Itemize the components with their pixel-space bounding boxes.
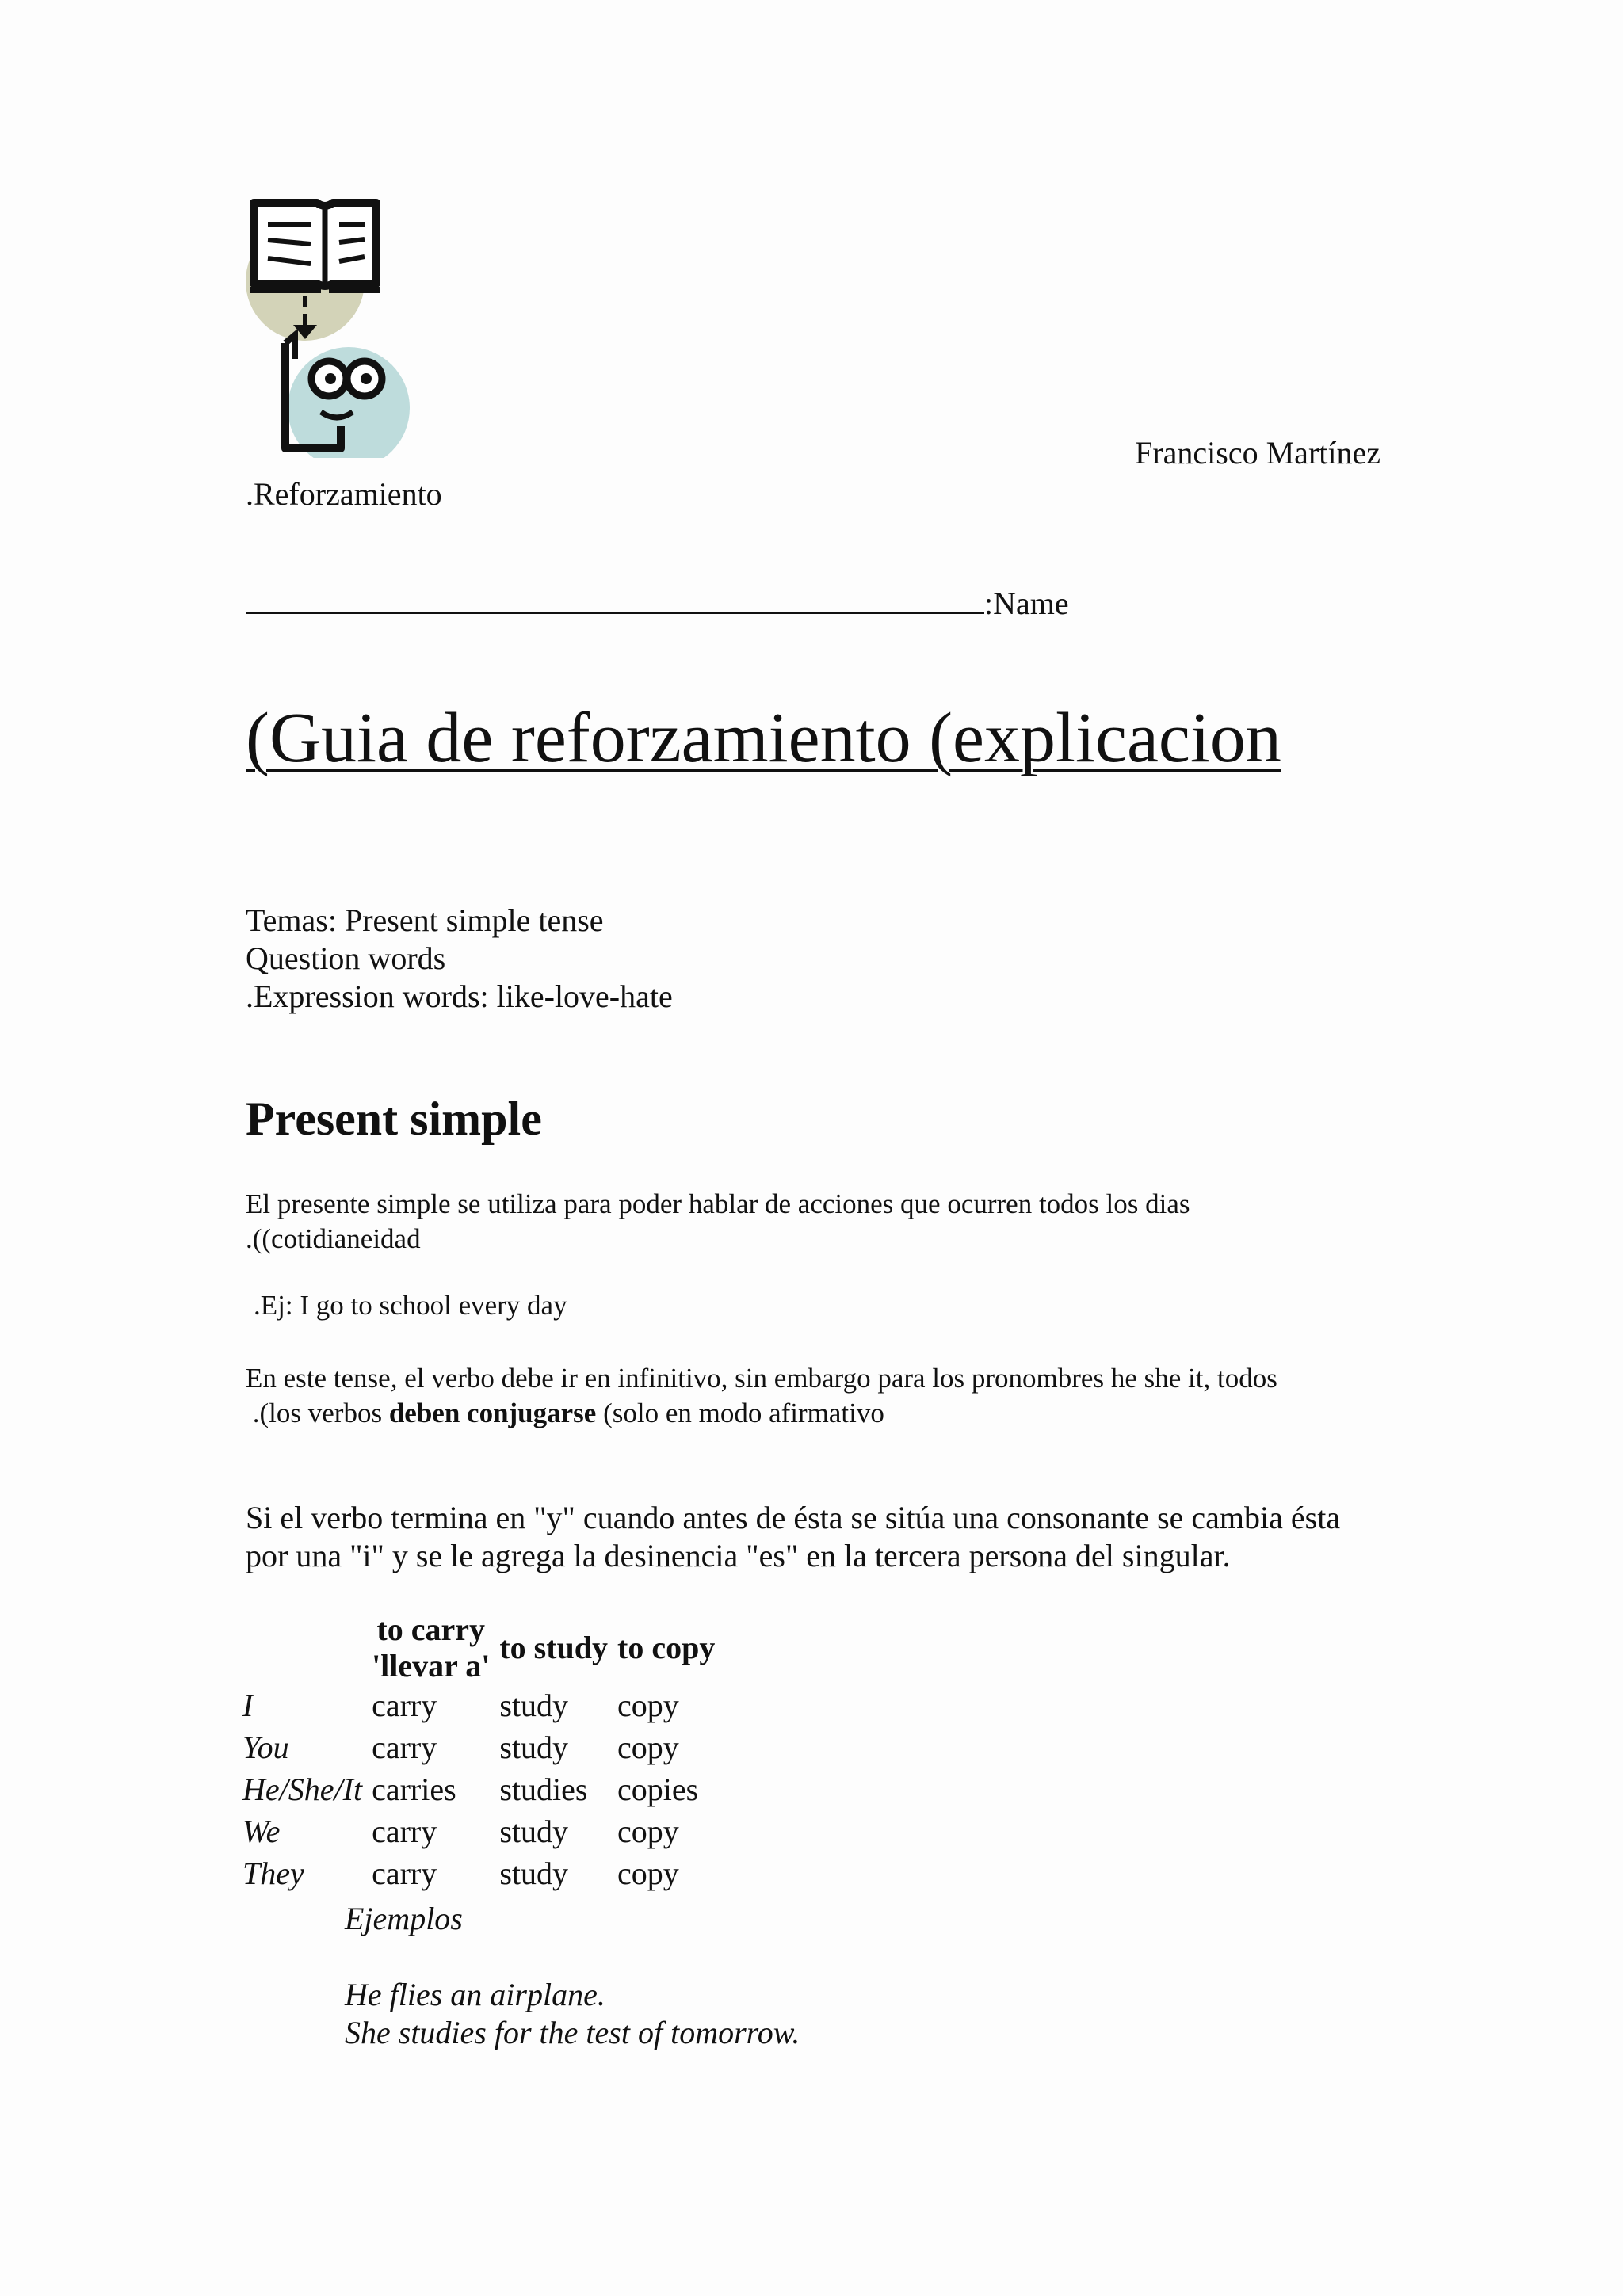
pronoun-cell: We	[242, 1814, 281, 1849]
table-row	[238, 1684, 720, 1726]
paragraph-line	[246, 1396, 1387, 1431]
table-cell: study	[499, 1855, 568, 1891]
book-reader-logo-icon	[238, 189, 420, 458]
table-header-cell	[238, 1611, 367, 1684]
pronoun-cell: I	[242, 1688, 254, 1723]
author-name: Francisco Martínez	[1135, 435, 1381, 471]
table-cell: copies	[617, 1772, 699, 1807]
paragraph-line: En este tense, el verbo debe ir en infinitivo, sin embargo para los pronombres he she it, todos	[246, 1363, 1277, 1394]
pronoun-cell: He/She/It	[242, 1772, 363, 1807]
table-cell: studies	[499, 1772, 588, 1807]
header-carry-line: to carry	[376, 1611, 485, 1647]
table-row	[238, 1726, 720, 1768]
topic-item: Question words	[246, 940, 446, 976]
topic-item: Temas: Present simple tense	[246, 902, 604, 938]
section-heading: Present simple	[246, 1093, 542, 1145]
table-cell: carry	[372, 1688, 437, 1723]
example-sentence: .Ej: I go to school every day	[254, 1290, 567, 1321]
name-label: :Name	[984, 585, 1069, 621]
paragraph-line: El presente simple se utiliza para poder hablar de acciones que ocurren todos los dias	[246, 1188, 1190, 1219]
text-run: .(los verbos	[252, 1398, 389, 1428]
bold-text: deben conjugarse	[388, 1398, 597, 1428]
header-carry-line: 'llevar a'	[372, 1648, 491, 1684]
table-cell: study	[499, 1814, 568, 1849]
pronoun-cell: You	[242, 1730, 289, 1765]
table-header-cell	[367, 1611, 495, 1684]
pronoun-cell: They	[242, 1855, 304, 1891]
table-cell: study	[499, 1688, 568, 1723]
paragraph-conjugation	[246, 1361, 1387, 1431]
text-run: (solo en modo afirmativo	[596, 1398, 884, 1428]
table-cell: copy	[617, 1730, 679, 1765]
table-row	[238, 1810, 720, 1852]
table-header-row	[238, 1611, 720, 1684]
paragraph-line: Si el verbo termina en "y" cuando antes de ésta se sitúa una consonante se cambia ésta	[246, 1500, 1341, 1535]
table-cell: copy	[617, 1855, 679, 1891]
table-cell: copy	[617, 1814, 679, 1849]
examples-label: Ejemplos	[345, 1901, 463, 1936]
topics-list	[246, 902, 673, 1016]
table-row	[238, 1852, 720, 1894]
table-cell: carry	[372, 1814, 437, 1849]
paragraph-line: por una "i" y se le agrega la desinencia "es" en la tercera persona del singular.	[246, 1538, 1231, 1573]
example-item: She studies for the test of tomorrow.	[345, 2015, 800, 2050]
table-cell: study	[499, 1730, 568, 1765]
table-cell: copy	[617, 1688, 679, 1723]
table-cell: carry	[372, 1855, 437, 1891]
paragraph-y-rule	[246, 1499, 1340, 1575]
table-cell: carry	[372, 1730, 437, 1765]
example-item: He flies an airplane.	[345, 1977, 605, 2012]
examples-block	[345, 1900, 800, 2052]
paragraph-line: .((cotidianeidad	[246, 1223, 421, 1254]
topic-item: .Expression words: like-love-hate	[246, 978, 673, 1014]
table-header-cell: to copy	[617, 1630, 716, 1665]
table-header-cell: to study	[499, 1630, 609, 1665]
table-row	[238, 1768, 720, 1810]
conjugation-table	[238, 1611, 720, 1894]
name-blank-line[interactable]	[246, 589, 984, 614]
paragraph-definition	[246, 1187, 1190, 1257]
table-cell: carries	[372, 1772, 456, 1807]
name-field-row	[246, 585, 1069, 622]
document-label: .Reforzamiento	[246, 476, 442, 512]
page-title: (Guia de reforzamiento (explicacion	[246, 699, 1281, 777]
